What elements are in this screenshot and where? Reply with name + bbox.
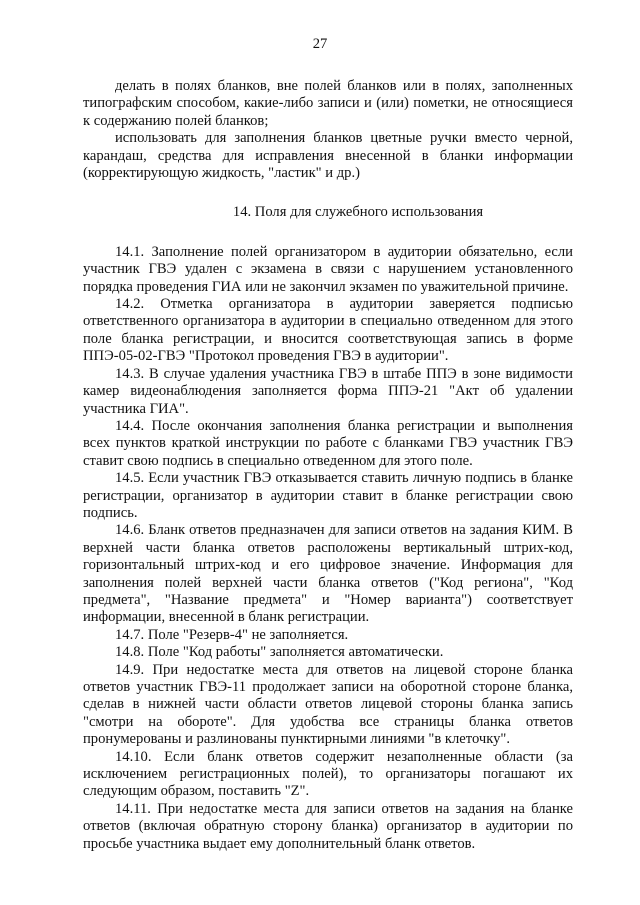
paragraph-14-7: 14.7. Поле "Резерв-4" не заполняется. <box>115 626 349 643</box>
paragraph-14-6: 14.6. Бланк ответов предназначен для записи ответов на задания КИМ. В верхней части бланка ответов расположены вертикальный штрих-код, горизонтальный штрих-код и его цифровое значение. Информация для заполнения полей верхней части бланка ответов ("Код региона", "Код предмета", "Название предмета" и "Номер варианта") соответствует информации, внесенной в бланк регистрации. <box>83 522 573 626</box>
paragraph-14-5: 14.5. Если участник ГВЭ отказывается ставить личную подпись в бланке регистрации, организатор в аудитории ставит в бланке регистрации свою подпись. <box>83 470 573 521</box>
paragraph-14-2: 14.2. Отметка организатора в аудитории заверяется подписью ответственного организатора в аудитории в специально отведенном для этого поле бланка регистрации, и вносится соответствующая запись в форме ППЭ-05-02-ГВЭ "Протокол проведения ГВЭ в аудитории". <box>83 296 573 365</box>
list-paragraph: использовать для заполнения бланков цветные ручки вместо черной, карандаш, средства для исправления внесенной в бланки информации (корректирующую жидкость, "ластик" и др.) <box>83 130 573 182</box>
paragraph-14-11: 14.11. При недостатке места для записи ответов на задания на бланке ответов (включая обратную сторону бланка) организатор в аудитории по просьбе участника выдает ему дополнительный бланк ответов. <box>83 800 573 852</box>
section-heading: 14. Поля для служебного использования <box>232 204 484 221</box>
paragraph-14-1: 14.1. Заполнение полей организатором в аудитории обязательно, если участник ГВЭ удален с экзамена в связи с нарушением установленного порядка проведения ГИА или не закончил экзамен по уважительной причине. <box>83 243 573 295</box>
paragraph-14-4: 14.4. После окончания заполнения бланка регистрации и выполнения всех пунктов краткой инструкции по работе с бланками ГВЭ участник ГВЭ ставит свою подпись в специально отведенном для этого поле. <box>83 417 573 469</box>
document-body <box>83 78 573 853</box>
paragraph-14-10: 14.10. Если бланк ответов содержит незаполненные области (за исключением регистрационных полей), то организаторы погашают их следующим образом, поставить "Z". <box>83 748 573 800</box>
list-paragraph: делать в полях бланков, вне полей бланков или в полях, заполненных типографским способом, какие-либо записи и (или) пометки, не относящиеся к содержанию полей бланков; <box>83 78 573 129</box>
paragraph-14-8: 14.8. Поле "Код работы" заполняется автоматически. <box>115 644 444 661</box>
page-number: 27 <box>312 36 328 52</box>
paragraph-14-9: 14.9. При недостатке места для ответов на лицевой стороне бланка ответов участник ГВЭ-11 продолжает записи на оборотной стороне бланка, сделав в нижней части области ответов лицевой стороны бланка запись "смотри на обороте". Для удобства все страницы бланка ответов пронумерованы и разлинованы пунктирными линиями "в клеточку". <box>83 661 573 748</box>
paragraph-14-3: 14.3. В случае удаления участника ГВЭ в штабе ППЭ в зоне видимости камер видеонаблюдения заполняется форма ППЭ-21 "Акт об удалении участника ГИА". <box>83 365 573 417</box>
